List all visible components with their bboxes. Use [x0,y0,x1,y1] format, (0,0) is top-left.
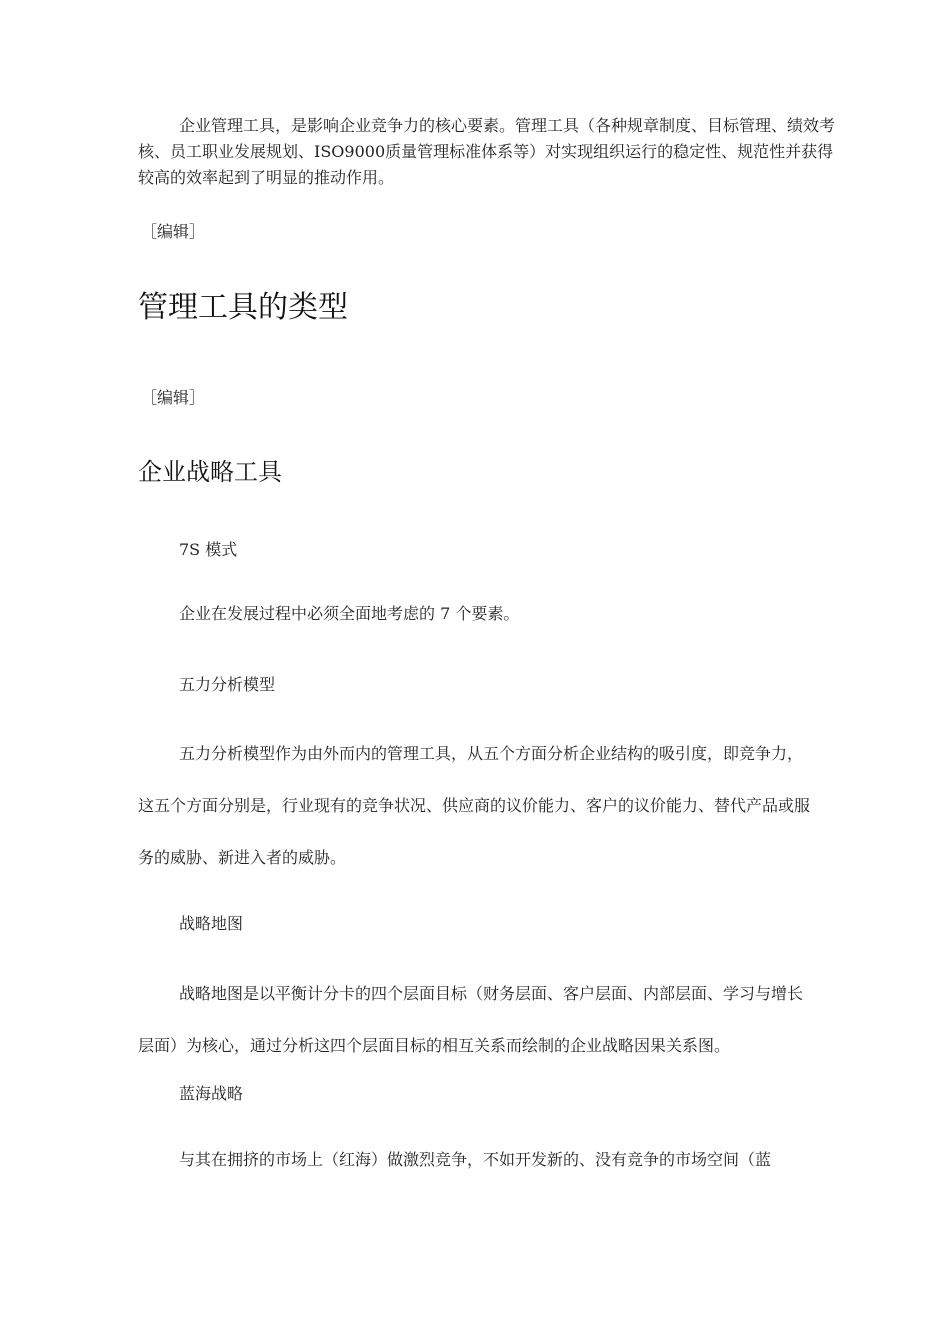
section-heading-strategy: 企业战略工具 [138,458,282,486]
edit-link[interactable]: ［编辑］ [141,222,206,241]
tool-name-7s: 7S 模式 [179,540,238,559]
tool-name-five-forces: 五力分析模型 [179,675,276,694]
tool-desc-strategy-map: 战略地图是以平衡计分卡的四个层面目标（财务层面、客户层面、内部层面、学习与增长层面）为核心，通过分析这四个层面目标的相互关系而绘制的企业战略因果关系图。 [138,984,804,1055]
edit-link[interactable]: ［编辑］ [141,388,206,407]
tool-desc-7s: 企业在发展过程中必须全面地考虑的 7 个要素。 [179,604,520,623]
intro-paragraph: 企业管理工具，是影响企业竞争力的核心要素。管理工具（各种规章制度、目标管理、绩效考核、员工职业发展规划、ISO9000质量管理标准体系等）对实现组织运行的稳定性、规范性并获得较高的效率起到了明显的推动作用。 [138,116,836,187]
tool-desc-blue-ocean: 与其在拥挤的市场上（红海）做激烈竞争，不如开发新的、没有竞争的市场空间（蓝 [179,1150,772,1169]
tool-desc-five-forces: 五力分析模型作为由外而内的管理工具，从五个方面分析企业结构的吸引度，即竞争力，这五个方面分别是，行业现有的竞争状况、供应商的议价能力、客户的议价能力、替代产品或服务的威胁、新进入者的威胁。 [138,744,811,867]
tool-name-strategy-map: 战略地图 [179,914,244,933]
section-heading-types: 管理工具的类型 [138,290,348,325]
tool-name-blue-ocean: 蓝海战略 [179,1084,244,1103]
